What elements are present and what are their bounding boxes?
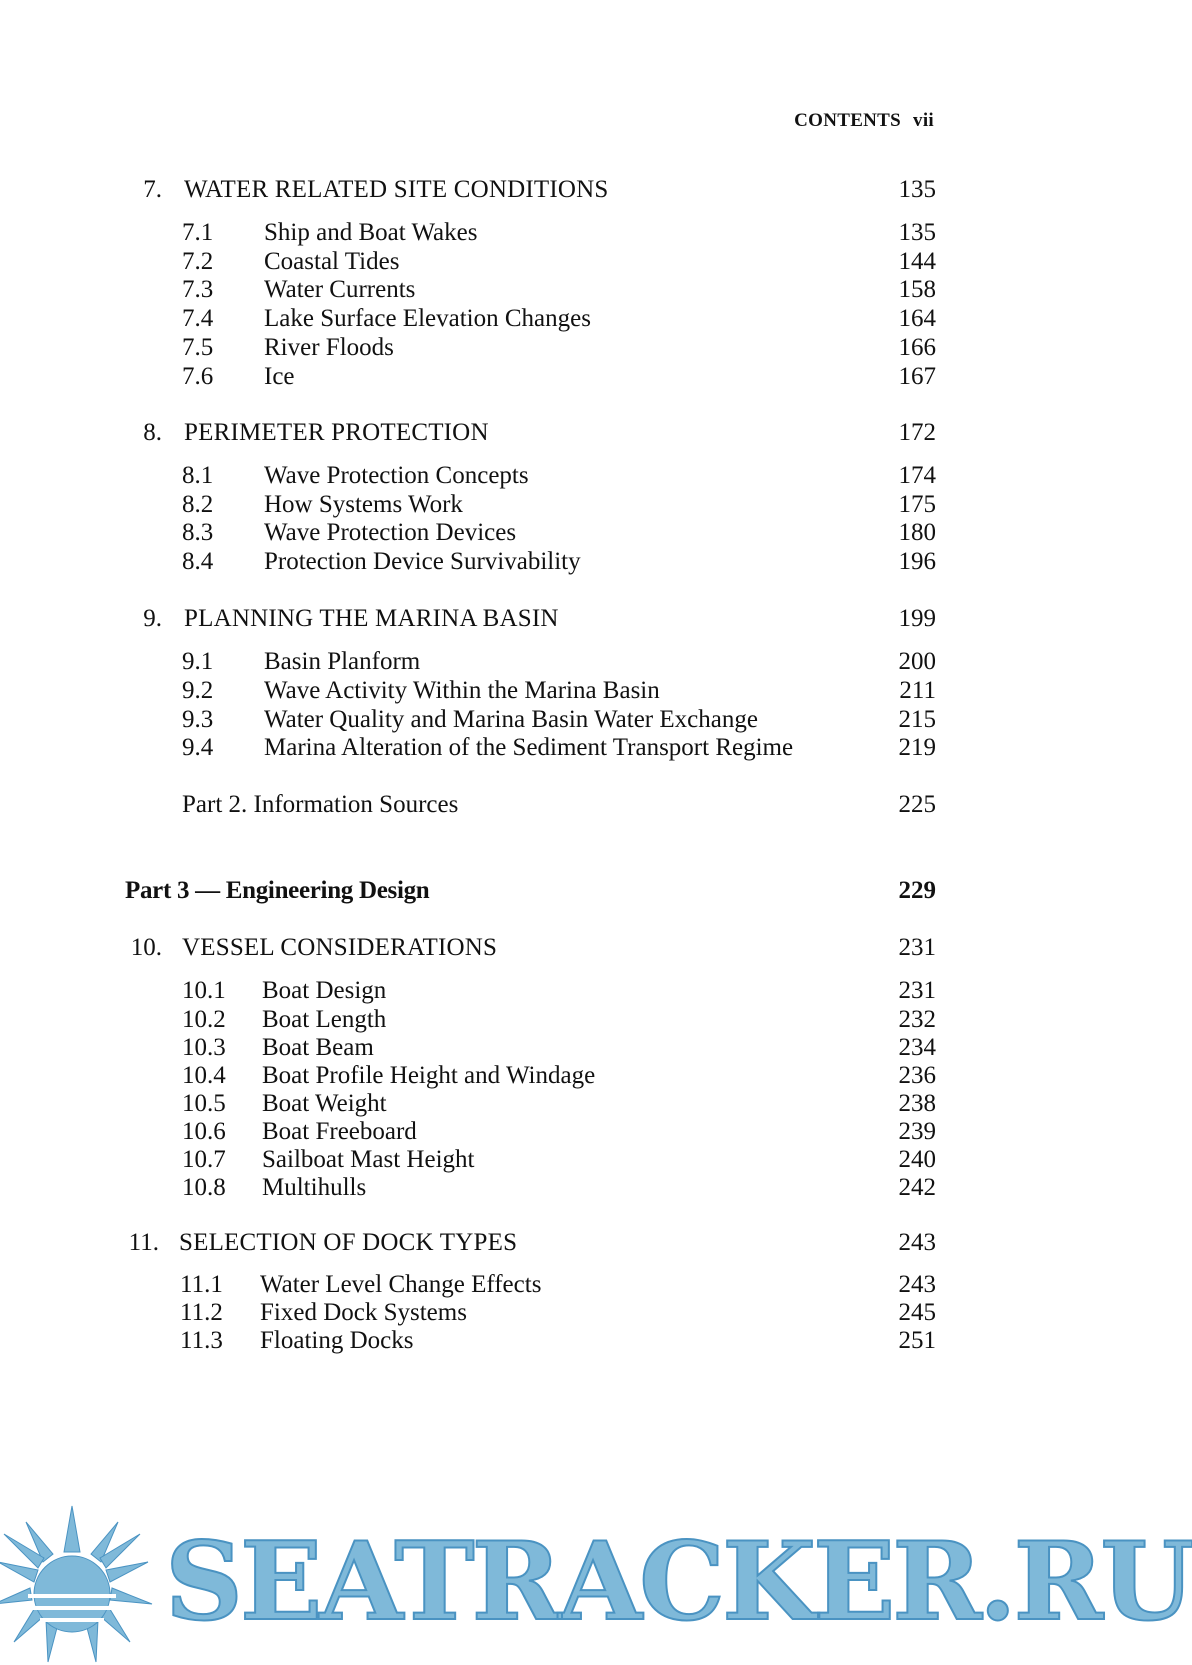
watermark-text: SEATRACKER.RU: [165, 1519, 1192, 1645]
chapter-title: PERIMETER PROTECTION: [184, 419, 489, 446]
section-number: 10.5: [182, 1090, 226, 1117]
section-number: 10.8: [182, 1174, 226, 1201]
section-title: Fixed Dock Systems: [260, 1299, 467, 1326]
section-number: 9.4: [182, 734, 214, 761]
page-number: 219: [898, 734, 936, 761]
section-number: 7.1: [182, 219, 214, 246]
section-title: Protection Device Survivability: [264, 548, 581, 575]
toc-chapter-9[interactable]: [0, 603, 1080, 635]
page-number: 251: [898, 1327, 936, 1354]
toc-section-8-4[interactable]: [0, 546, 1080, 578]
section-title: Wave Activity Within the Marina Basin: [264, 677, 660, 704]
section-number: 10.1: [182, 977, 226, 1004]
page-number: 167: [898, 363, 936, 390]
page-number: 225: [898, 791, 936, 818]
section-title: Coastal Tides: [264, 248, 400, 275]
section-title: Wave Protection Concepts: [264, 462, 529, 489]
page-number: 164: [898, 305, 936, 332]
section-number: 11.2: [180, 1299, 223, 1326]
entry-title: Part 2. Information Sources: [182, 791, 459, 818]
section-title: Boat Profile Height and Windage: [262, 1062, 596, 1089]
page-number: 231: [898, 934, 936, 961]
chapter-title: WATER RELATED SITE CONDITIONS: [184, 176, 609, 203]
page-number: 166: [898, 334, 936, 361]
toc-chapter-11[interactable]: [0, 1227, 1080, 1259]
section-number: 10.4: [182, 1062, 226, 1089]
section-title: River Floods: [264, 334, 394, 361]
page-number: 200: [898, 648, 936, 675]
chapter-title: SELECTION OF DOCK TYPES: [179, 1229, 518, 1256]
section-title: Boat Beam: [262, 1034, 374, 1061]
section-title: Boat Freeboard: [262, 1118, 417, 1145]
section-title: Water Level Change Effects: [260, 1271, 542, 1298]
toc-section-11-3[interactable]: [0, 1325, 1080, 1357]
page-number: 215: [898, 706, 936, 733]
header-page-number: vii: [913, 110, 934, 131]
page-number: 238: [898, 1090, 936, 1117]
section-number: 10.6: [182, 1118, 226, 1145]
chapter-number: 8.: [143, 419, 162, 446]
section-number: 9.2: [182, 677, 214, 704]
page-number: 180: [898, 519, 936, 546]
section-number: 10.7: [182, 1146, 226, 1173]
chapter-number: 7.: [143, 176, 162, 203]
section-number: 10.2: [182, 1006, 226, 1033]
section-number: 8.4: [182, 548, 214, 575]
section-title: Boat Design: [262, 977, 387, 1004]
chapter-title: VESSEL CONSIDERATIONS: [182, 934, 498, 961]
section-number: 10.3: [182, 1034, 226, 1061]
section-number: 7.6: [182, 363, 214, 390]
page-number: 175: [898, 491, 936, 518]
toc-section-10-1[interactable]: [0, 975, 1080, 1007]
section-number: 11.1: [180, 1271, 223, 1298]
section-number: 7.3: [182, 276, 214, 303]
page-number: 243: [898, 1271, 936, 1298]
toc-section-8-1[interactable]: [0, 460, 1080, 492]
section-number: 8.1: [182, 462, 214, 489]
toc-section-7-1[interactable]: [0, 217, 1080, 249]
section-title: Boat Length: [262, 1006, 387, 1033]
section-title: Marina Alteration of the Sediment Transport Regime: [264, 734, 794, 761]
toc-section-7-5[interactable]: [0, 332, 1080, 364]
section-title: Wave Protection Devices: [264, 519, 517, 546]
page-number: 245: [898, 1299, 936, 1326]
toc-chapter-10[interactable]: [0, 932, 1080, 964]
section-title: Ship and Boat Wakes: [264, 219, 478, 246]
chapter-number: 9.: [143, 605, 162, 632]
page-number: 158: [898, 276, 936, 303]
part-heading-title: Part 3 — Engineering Design: [125, 877, 430, 904]
section-number: 11.3: [180, 1327, 223, 1354]
section-number: 9.1: [182, 648, 214, 675]
section-number: 7.5: [182, 334, 214, 361]
section-number: 9.3: [182, 706, 214, 733]
page-number: 232: [898, 1006, 936, 1033]
page-number: 242: [898, 1174, 936, 1201]
section-title: Floating Docks: [260, 1327, 414, 1354]
page-number: 196: [898, 548, 936, 575]
toc-section-7-4[interactable]: [0, 303, 1080, 335]
page-number: 231: [898, 977, 936, 1004]
page-number: 199: [898, 605, 936, 632]
page-number: 240: [898, 1146, 936, 1173]
toc-section-10-8[interactable]: [0, 1172, 1080, 1204]
toc-chapter-7[interactable]: [0, 174, 1080, 206]
page-number: 236: [898, 1062, 936, 1089]
section-title: Water Currents: [264, 276, 416, 303]
page-number: 239: [898, 1118, 936, 1145]
section-number: 7.2: [182, 248, 214, 275]
page-number: 144: [898, 248, 936, 275]
page-number: 174: [898, 462, 936, 489]
page-number: 243: [898, 1229, 936, 1256]
page-number: 229: [898, 877, 936, 904]
chapter-number: 10.: [130, 934, 162, 961]
section-title: Ice: [264, 363, 295, 390]
section-title: Sailboat Mast Height: [262, 1146, 475, 1173]
section-number: 7.4: [182, 305, 214, 332]
section-number: 8.3: [182, 519, 214, 546]
section-title: How Systems Work: [264, 491, 463, 518]
section-title: Water Quality and Marina Basin Water Exchange: [264, 706, 758, 733]
toc-chapter-8[interactable]: [0, 417, 1080, 449]
toc-section-7-6[interactable]: [0, 361, 1080, 393]
section-title: Basin Planform: [264, 648, 421, 675]
header-label: CONTENTS: [794, 110, 902, 131]
chapter-title: PLANNING THE MARINA BASIN: [184, 605, 559, 632]
page-number: 234: [898, 1034, 936, 1061]
chapter-number: 11.: [128, 1229, 159, 1256]
toc-section-7-3[interactable]: [0, 274, 1080, 306]
section-title: Multihulls: [262, 1174, 367, 1201]
toc-section-9-1[interactable]: [0, 646, 1080, 678]
toc-part2-information-sources[interactable]: [0, 789, 1080, 821]
section-title: Boat Weight: [262, 1090, 387, 1117]
running-header: [794, 110, 934, 132]
toc-section-8-3[interactable]: [0, 517, 1080, 549]
page-number: 211: [899, 677, 936, 704]
toc-part3-heading[interactable]: [0, 875, 1080, 907]
page-number: 135: [898, 176, 936, 203]
section-title: Lake Surface Elevation Changes: [264, 305, 591, 332]
section-number: 8.2: [182, 491, 214, 518]
page-number: 135: [898, 219, 936, 246]
toc-section-9-4[interactable]: [0, 732, 1080, 764]
toc-section-9-2[interactable]: [0, 675, 1080, 707]
page-number: 172: [898, 419, 936, 446]
